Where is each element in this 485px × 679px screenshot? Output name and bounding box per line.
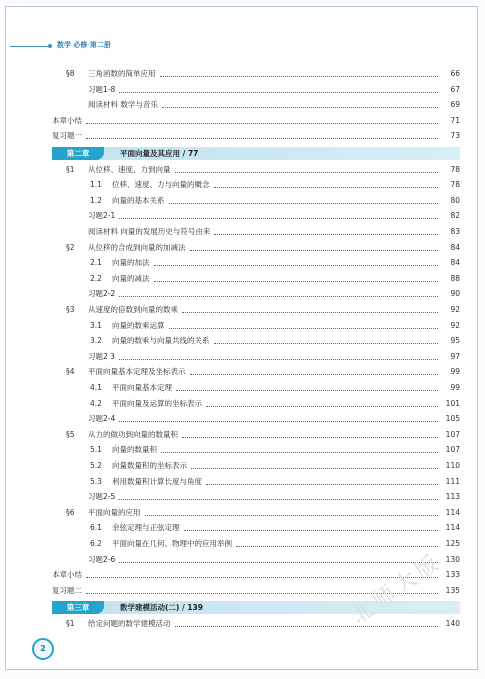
chapter-title: 数学建模活动(二) / 139 bbox=[120, 603, 203, 613]
toc-leader-dots bbox=[182, 311, 438, 313]
toc-entry-label: 余弦定理与正弦定理 bbox=[112, 523, 180, 533]
toc-entry-label: 向量的减法 bbox=[112, 273, 150, 283]
toc-entry-label: 本章小结 bbox=[52, 115, 82, 125]
toc-section-number: §5 bbox=[66, 429, 75, 439]
toc-entry-label: 利用数量积计算长度与角度 bbox=[112, 476, 202, 486]
toc-section-number: 3.1 bbox=[90, 320, 102, 330]
toc-leader-dots bbox=[119, 295, 438, 297]
toc-leader-dots bbox=[236, 545, 438, 547]
toc-page-number: 140 bbox=[445, 619, 460, 628]
toc-page-number: 97 bbox=[450, 351, 460, 361]
toc-entry-label: 从力的做功到向量的数量积 bbox=[88, 429, 178, 439]
toc-leader-dots bbox=[160, 75, 439, 77]
toc-section-number: 6.2 bbox=[90, 539, 102, 548]
toc-leader-dots bbox=[119, 217, 438, 219]
toc-section-number: 5.1 bbox=[90, 445, 102, 455]
toc-row bbox=[0, 98, 485, 111]
toc-page-number: 95 bbox=[450, 336, 460, 346]
toc-leader-dots bbox=[206, 405, 438, 407]
toc-section-number: 4.2 bbox=[90, 398, 102, 408]
toc-section-number: §3 bbox=[66, 305, 75, 314]
toc-entry-label: 复习题二 bbox=[52, 585, 82, 595]
toc-row bbox=[0, 209, 485, 222]
toc-leader-dots bbox=[154, 264, 439, 266]
toc-page-number: 101 bbox=[445, 398, 460, 408]
toc-page-number: 111 bbox=[445, 476, 460, 486]
toc-page-number: 125 bbox=[445, 539, 460, 548]
toc-row bbox=[0, 428, 485, 441]
header-title: 数学 必修 第二册 bbox=[57, 41, 111, 49]
toc-row bbox=[0, 67, 485, 80]
toc-leader-dots bbox=[169, 327, 439, 329]
toc-row bbox=[0, 412, 485, 425]
toc-leader-dots bbox=[214, 342, 439, 344]
toc-row bbox=[0, 490, 485, 503]
toc-page-number: 84 bbox=[450, 258, 460, 268]
toc-leader-dots bbox=[191, 467, 438, 469]
toc-row bbox=[0, 163, 485, 176]
toc-leader-dots bbox=[86, 122, 438, 124]
toc-entry-label: 平面向量基本定理 bbox=[112, 383, 172, 392]
toc-entry-label: 向量的加法 bbox=[112, 258, 150, 268]
toc-entry-label: 习题2 3 bbox=[88, 351, 115, 361]
toc-page-number: 78 bbox=[450, 164, 460, 174]
toc-row bbox=[0, 178, 485, 191]
chapter-tag: 第三章 bbox=[52, 601, 104, 614]
toc-row bbox=[0, 272, 485, 285]
toc-leader-dots bbox=[119, 91, 438, 93]
toc-entry-label: 从位移、速度、力到向量 bbox=[88, 164, 171, 174]
toc-entry-label: 平面向量基本定理及坐标表示 bbox=[88, 367, 186, 377]
toc-section-number: §6 bbox=[66, 507, 75, 517]
toc-page-number: 73 bbox=[450, 131, 460, 141]
toc-entry-label: 给定问题的数学建模活动 bbox=[88, 619, 171, 628]
toc-entry-label: 平面向量的应用 bbox=[88, 507, 141, 517]
toc-entry-label: 习题2-2 bbox=[88, 289, 116, 299]
toc-row bbox=[0, 225, 485, 238]
toc-entry-label: 位移、速度、力与向量的概念 bbox=[112, 180, 210, 190]
toc-leader-dots bbox=[214, 186, 439, 188]
toc-section-number: 6.1 bbox=[90, 523, 102, 533]
toc-section-number: 3.2 bbox=[90, 336, 102, 346]
toc-entry-label: 向量数量积的坐标表示 bbox=[112, 461, 187, 470]
toc-entry-label: 复习题一 bbox=[52, 131, 82, 141]
toc-page-number: 80 bbox=[450, 195, 460, 205]
toc-page-number: 92 bbox=[450, 320, 460, 330]
toc-row bbox=[0, 114, 485, 127]
toc-page-number: 88 bbox=[450, 273, 460, 283]
toc-entry-label: 从速度的倍数到向量的数乘 bbox=[88, 305, 178, 314]
toc-page-number: 67 bbox=[450, 84, 460, 94]
toc-leader-dots bbox=[182, 436, 438, 438]
toc-page-number: 84 bbox=[450, 242, 460, 252]
chapter-title: 平面向量及其应用 / 77 bbox=[120, 149, 199, 158]
toc-entry-label: 向量的数乘与向量共线的关系 bbox=[112, 336, 210, 346]
chapter-tag: 第二章 bbox=[52, 147, 104, 160]
toc-page-number: 99 bbox=[450, 383, 460, 392]
toc-leader-dots bbox=[169, 202, 439, 204]
toc-section-number: 2.2 bbox=[90, 273, 102, 283]
toc-row bbox=[0, 350, 485, 363]
toc-page-number: 66 bbox=[450, 69, 460, 78]
toc-entry-label: 习题2-1 bbox=[88, 211, 116, 221]
toc-section-number: 5.3 bbox=[90, 476, 102, 486]
toc-leader-dots bbox=[184, 529, 439, 531]
toc-section-number: §1 bbox=[66, 164, 75, 174]
toc-row bbox=[0, 397, 485, 410]
toc-leader-dots bbox=[119, 420, 438, 422]
toc-page-number: 78 bbox=[450, 180, 460, 190]
toc-entry-label: 平面向量在几何、物理中的应用举例 bbox=[112, 539, 232, 548]
toc-page-number: 71 bbox=[450, 115, 460, 125]
toc-row bbox=[0, 83, 485, 96]
toc-entry-label: 三角函数的简单应用 bbox=[88, 69, 156, 78]
toc-entry-label: 习题2-5 bbox=[88, 492, 116, 502]
toc-entry-label: 习题2-4 bbox=[88, 414, 116, 424]
toc-leader-dots bbox=[145, 514, 439, 516]
toc-page-number: 110 bbox=[445, 461, 460, 470]
toc-entry-label: 向量的数量积 bbox=[112, 445, 157, 455]
toc-leader-dots bbox=[190, 249, 439, 251]
toc-section-number: 2.1 bbox=[90, 258, 102, 268]
toc-leader-dots bbox=[86, 137, 438, 139]
toc-section-number: 1.1 bbox=[90, 180, 102, 190]
toc-page-number: 133 bbox=[445, 570, 460, 580]
toc-entry-label: 阅读材料 向量的发展历史与符号由来 bbox=[88, 227, 211, 236]
toc-page-number: 114 bbox=[445, 523, 460, 533]
toc-section-number: 1.2 bbox=[90, 195, 102, 205]
toc-entry-label: 从位移的合成到向量的加减法 bbox=[88, 242, 186, 252]
toc-entry-label: 向量的数乘运算 bbox=[112, 320, 165, 330]
toc-section-number: §1 bbox=[66, 619, 75, 628]
toc-row bbox=[0, 334, 485, 347]
toc-row bbox=[0, 256, 485, 269]
chapter-heading-bar bbox=[52, 147, 460, 160]
toc-entry-label: 阅读材料 数学与音乐 bbox=[88, 100, 158, 110]
toc-leader-dots bbox=[175, 171, 439, 173]
toc-page-number: 90 bbox=[450, 289, 460, 299]
toc-row bbox=[0, 537, 485, 550]
toc-page-number: 92 bbox=[450, 305, 460, 314]
toc-page-number: 69 bbox=[450, 100, 460, 110]
toc-entry-label: 习题2-6 bbox=[88, 554, 116, 564]
toc-row bbox=[0, 506, 485, 519]
toc-leader-dots bbox=[190, 373, 439, 375]
toc-row bbox=[0, 459, 485, 472]
toc-section-number: 4.1 bbox=[90, 383, 102, 392]
toc-leader-dots bbox=[161, 451, 438, 453]
toc-page-number: 113 bbox=[445, 492, 460, 502]
toc-leader-dots bbox=[214, 233, 438, 235]
toc-section-number: §8 bbox=[66, 69, 75, 78]
toc-row bbox=[0, 287, 485, 300]
toc-leader-dots bbox=[154, 280, 439, 282]
toc-leader-dots bbox=[119, 561, 438, 563]
toc-row bbox=[0, 443, 485, 456]
page-number-badge: 2 bbox=[32, 638, 54, 660]
toc-entry-label: 习题1-8 bbox=[88, 84, 116, 94]
toc-section-number: §4 bbox=[66, 367, 75, 377]
toc-row bbox=[0, 129, 485, 142]
toc-row bbox=[0, 241, 485, 254]
toc-entry-label: 平面向量及运算的坐标表示 bbox=[112, 398, 202, 408]
toc-row bbox=[0, 365, 485, 378]
toc-section-number: §2 bbox=[66, 242, 75, 252]
toc-page-number: 99 bbox=[450, 367, 460, 377]
toc-row bbox=[0, 521, 485, 534]
toc-leader-dots bbox=[206, 483, 438, 485]
toc-row bbox=[0, 194, 485, 207]
toc-leader-dots bbox=[119, 358, 438, 360]
toc-row bbox=[0, 319, 485, 332]
toc-entry-label: 本章小结 bbox=[52, 570, 82, 580]
toc-page-number: 114 bbox=[445, 507, 460, 517]
publisher-watermark: 北师大版 bbox=[347, 549, 447, 630]
toc-entry-label: 向量的基本关系 bbox=[112, 195, 165, 205]
toc-leader-dots bbox=[119, 498, 438, 500]
toc-row bbox=[0, 475, 485, 488]
toc-section-number: 5.2 bbox=[90, 461, 102, 470]
toc-row bbox=[0, 381, 485, 394]
toc-leader-dots bbox=[162, 106, 438, 108]
toc-page-number: 107 bbox=[445, 445, 460, 455]
toc-page-number: 130 bbox=[445, 554, 460, 564]
toc-row bbox=[0, 303, 485, 316]
toc-page-number: 83 bbox=[450, 227, 460, 236]
toc-page-number: 105 bbox=[445, 414, 460, 424]
toc-page-number: 135 bbox=[445, 585, 460, 595]
toc-page-number: 107 bbox=[445, 429, 460, 439]
toc-leader-dots bbox=[176, 389, 438, 391]
toc-page-number: 82 bbox=[450, 211, 460, 221]
